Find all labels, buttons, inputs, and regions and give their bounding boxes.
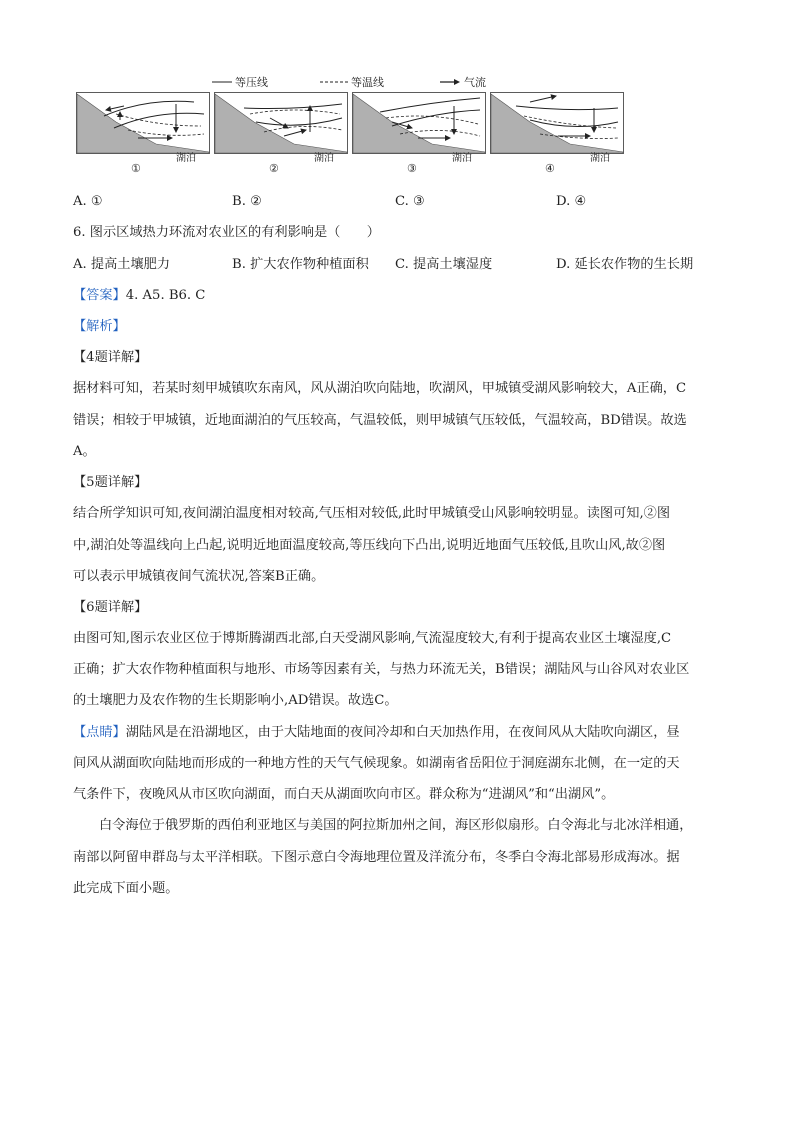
tip-line: 间风从湖面吹向陆地而形成的一种地方性的天气气候现象。如湖南省岳阳位于洞庭湖东北侧，在一定的天: [73, 756, 680, 771]
diagram-2-number: ②: [269, 162, 279, 175]
answer-tag: 【答案】: [73, 288, 126, 303]
q5-detail-tag: 【5题详解】: [73, 475, 148, 490]
q6-detail-tag: 【6题详解】: [73, 600, 148, 615]
diagram-4: [490, 92, 624, 176]
q5-option-c: C. ③: [395, 194, 425, 209]
passage-line: 白令海位于俄罗斯的西伯利亚地区与美国的阿拉斯加州之间，海区形似扇形。白令海北与北冰洋相通，: [99, 818, 693, 833]
isotherm-line-icon: [320, 77, 348, 87]
diagram-2: [214, 92, 348, 176]
q5-detail-line: 结合所学知识可知,夜间湖泊温度相对较高,气压相对较低,此时甲城镇受山风影响较明显。读图可知,②图: [73, 506, 671, 521]
q6-question: 6. 图示区域热力环流对农业区的有利影响是（ ）: [73, 225, 380, 240]
diagram-1: [76, 92, 210, 176]
diagram-1-graphic: [76, 92, 210, 154]
diagram-3-lake-label: 湖泊: [452, 153, 472, 164]
q5-option-a: A. ①: [73, 194, 103, 209]
diagram-3-graphic: [352, 92, 486, 154]
legend-isobar: 等压线: [235, 76, 268, 89]
isobar-line-icon: [212, 77, 232, 87]
tip-tag: 【点睛】: [73, 725, 126, 740]
diagram-3-number: ③: [407, 162, 417, 175]
q6-detail-line: 由图可知,图示农业区位于博斯腾湖西北部,白天受湖风影响,气流湿度较大,有利于提高农业区土壤湿度,C: [73, 631, 672, 646]
q4-detail-line: 错误；相较于甲城镇，近地面湖泊的气压较高，气温较低，则甲城镇气压较低，气温较高，BD错误。故选: [73, 413, 687, 428]
diagram-4-number: ④: [545, 162, 555, 175]
diagram-1-number: ①: [131, 162, 141, 175]
passage-line: 南部以阿留申群岛与太平洋相联。下图示意白令海地理位置及洋流分布，冬季白令海北部易形成海冰。据: [73, 850, 680, 865]
answer-text: 4. A5. B6. C: [125, 288, 206, 303]
q5-detail-line: 可以表示甲城镇夜间气流状况,答案B正确。: [73, 569, 325, 584]
tip-line: 气条件下，夜晚风从市区吹向湖面，而白天从湖面吹向市区。群众称为“进湖风”和“出湖风”。: [73, 787, 615, 802]
q5-detail-line: 中,湖泊处等温线向上凸起,说明近地面温度较高,等压线向下凸出,说明近地面气压较低,且吹山风,故②图: [73, 538, 666, 553]
q5-option-d: D. ④: [556, 194, 587, 209]
diagram-1-lake-label: 湖泊: [176, 153, 196, 164]
q6-option-a: A. 提高土壤肥力: [73, 257, 171, 272]
passage-line: 此完成下面小题。: [73, 881, 179, 896]
q6-option-c: C. 提高土壤湿度: [395, 257, 493, 272]
q6-detail-line: 的土壤肥力及农作物的生长期影响小,AD错误。故选C。: [73, 693, 398, 708]
answer-line: [73, 287, 205, 305]
q6-option-b: B. 扩大农作物种植面积: [232, 257, 369, 272]
diagram-3: [352, 92, 486, 176]
q4-detail-line: 据材料可知，若某时刻甲城镇吹东南风，风从湖泊吹向陆地，吹湖风，甲城镇受湖风影响较大，A正确，C: [73, 381, 687, 396]
diagram-legend: [212, 74, 492, 88]
q4-detail-line: A。: [73, 444, 96, 459]
airflow-arrow-icon: [440, 77, 462, 87]
diagram-2-graphic: [214, 92, 348, 154]
legend-isotherm: 等温线: [351, 76, 384, 89]
analysis-tag: 【解析】: [73, 319, 126, 334]
tip-first-text: 湖陆风是在沿湖地区，由于大陆地面的夜间冷却和白天加热作用，在夜间风从大陆吹向湖区，昼: [125, 725, 680, 740]
diagram-2-lake-label: 湖泊: [314, 153, 334, 164]
legend-airflow: 气流: [464, 76, 486, 89]
diagram-4-graphic: [490, 92, 624, 154]
q5-option-b: B. ②: [232, 194, 262, 209]
tip-line: [73, 724, 680, 742]
q6-detail-line: 正确；扩大农作物种植面积与地形、市场等因素有关，与热力环流无关，B错误；湖陆风与山谷风对农业区: [73, 662, 690, 677]
q6-option-d: D. 延长农作物的生长期: [556, 257, 694, 272]
diagram-4-lake-label: 湖泊: [590, 153, 610, 164]
q4-detail-tag: 【4题详解】: [73, 350, 148, 365]
